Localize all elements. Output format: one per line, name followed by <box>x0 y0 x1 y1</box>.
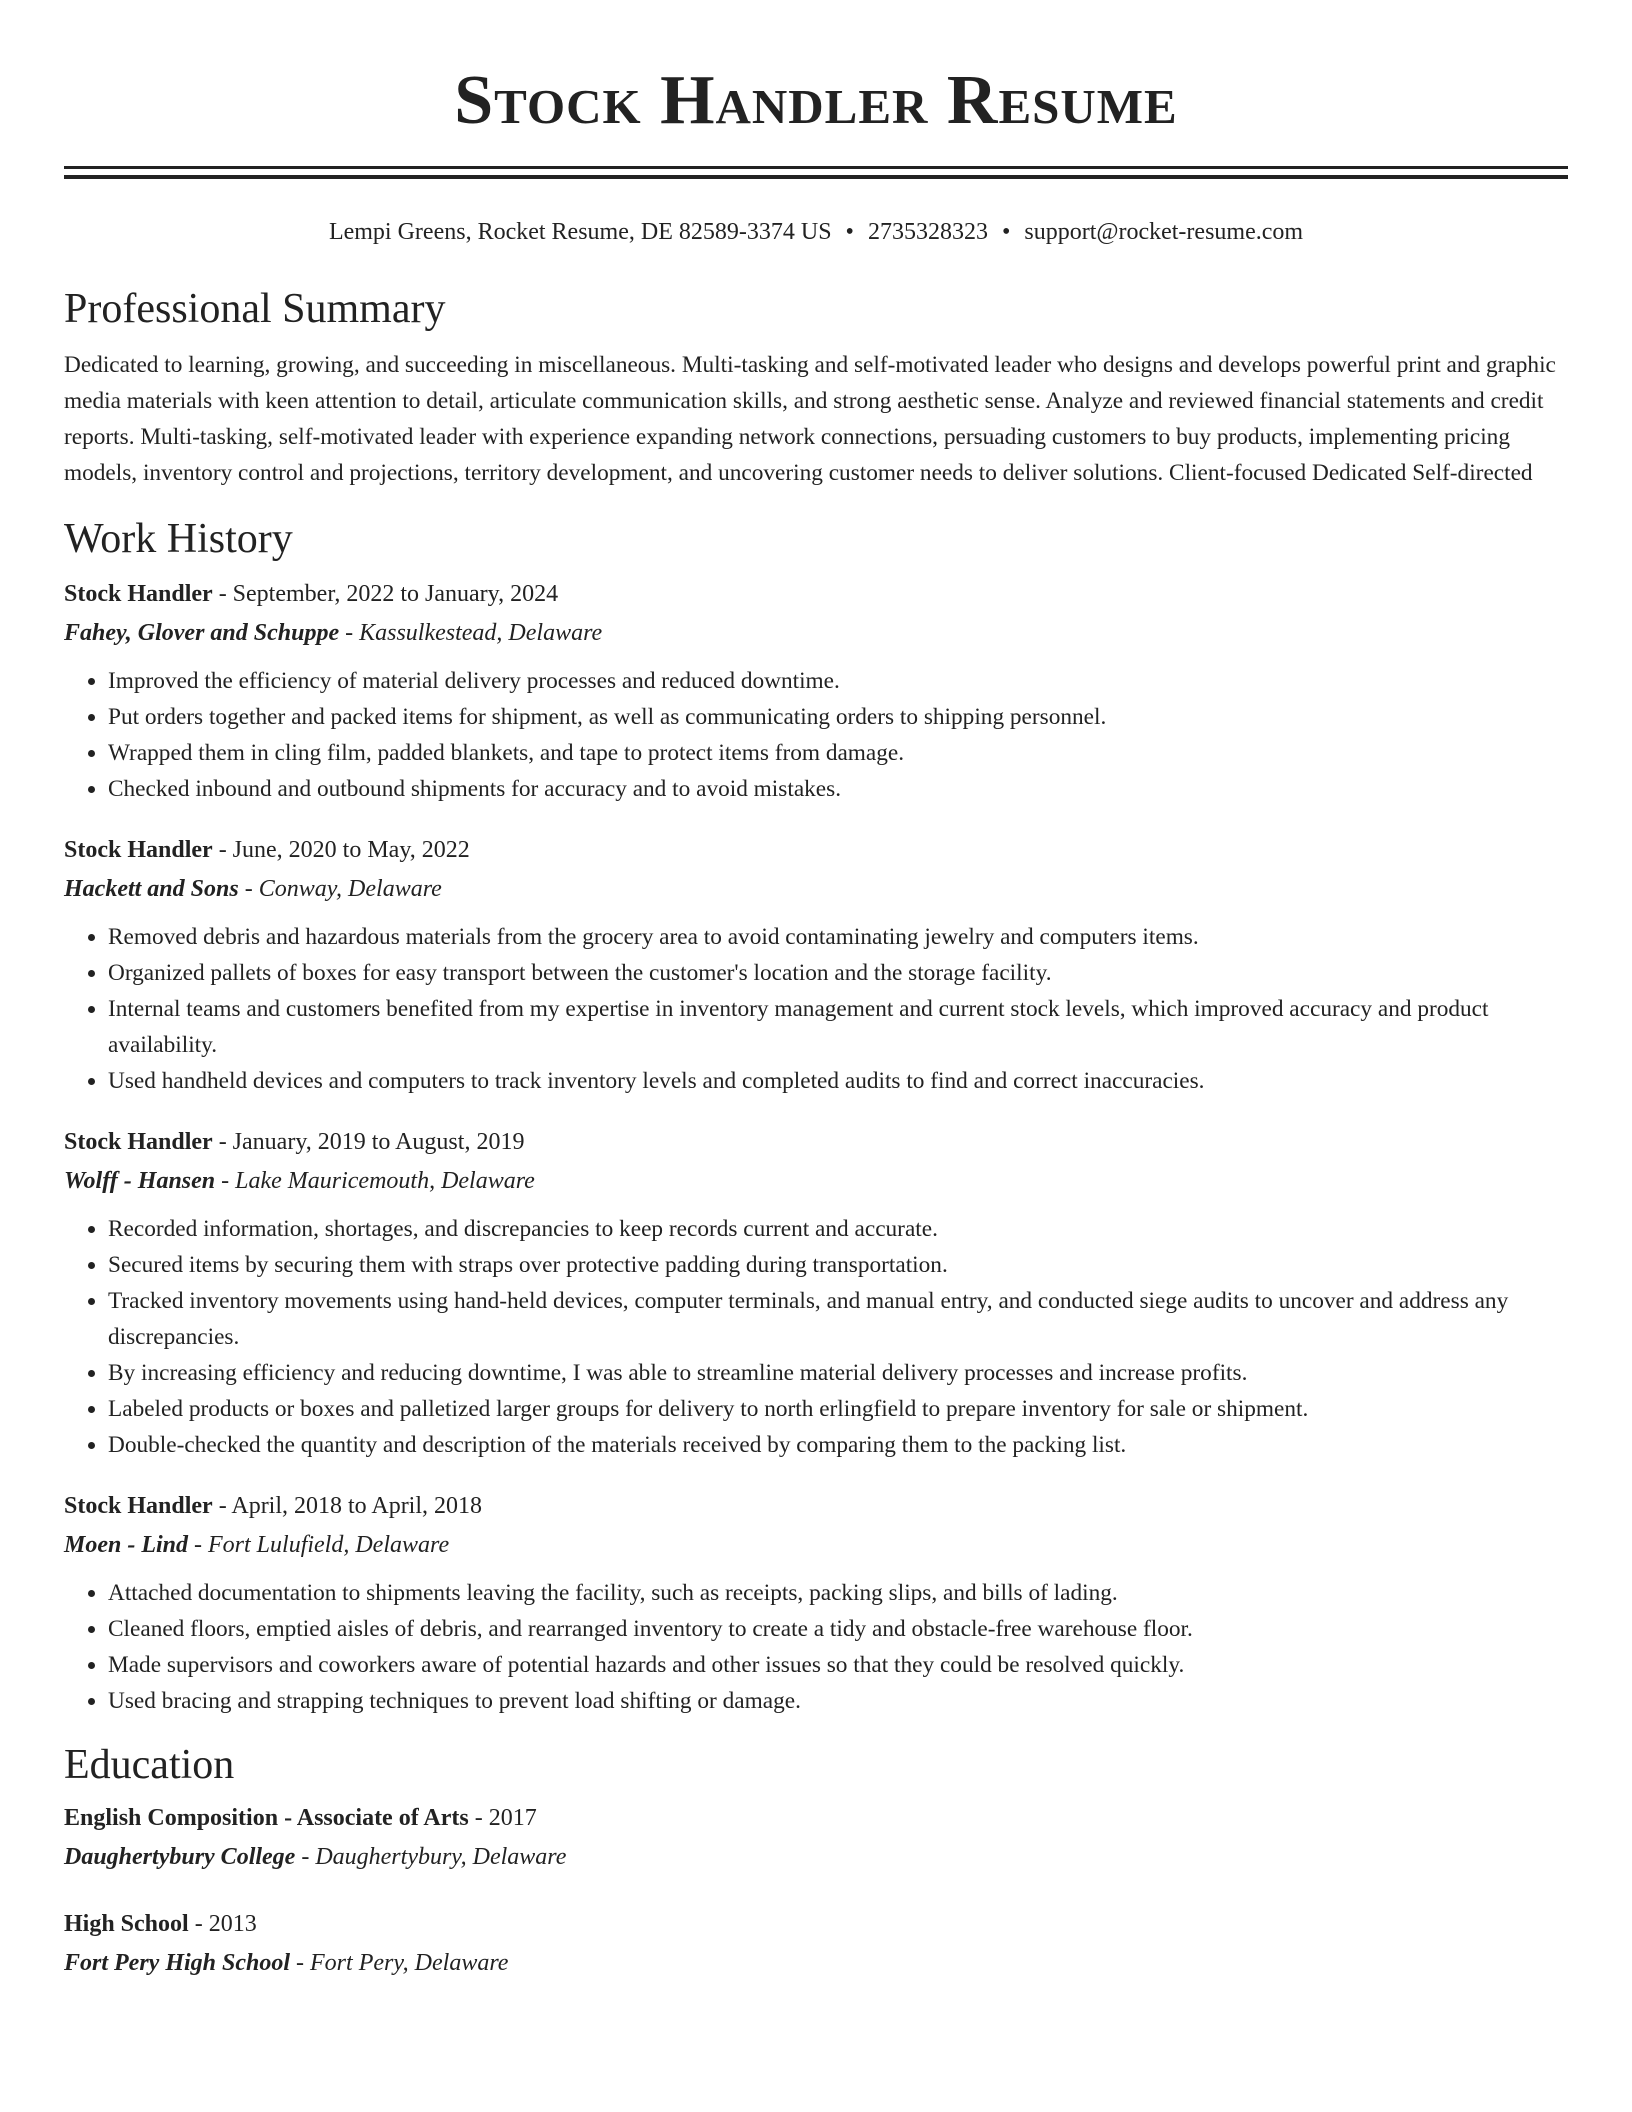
job-duties-list <box>64 1575 1568 1719</box>
work-history-list <box>64 575 1568 1719</box>
job-duty-item: • Put orders together and packed items for shipment, as well as communicating orders to shipping personnel. <box>108 699 1568 735</box>
job-duty-item: • Labeled products or boxes and palletized larger groups for delivery to north erlingfield to prepare inventory for sale or shipment. <box>108 1391 1568 1427</box>
job-duty-item: • Used handheld devices and computers to track inventory levels and completed audits to find and correct inaccuracies. <box>108 1063 1568 1099</box>
job-duties-list <box>64 919 1568 1099</box>
education-school-line <box>64 1944 1568 1983</box>
job-dates: - April, 2018 to April, 2018 <box>212 1493 483 1519</box>
school-name: Daughertybury College <box>64 1844 296 1870</box>
title-divider <box>64 166 1568 179</box>
company-name: Fahey, Glover and Schuppe <box>64 620 340 646</box>
job-duty-item: • Recorded information, shortages, and discrepancies to keep records current and accurate. <box>108 1211 1568 1247</box>
job-duty-item: • Double-checked the quantity and description of the materials received by comparing them to the packing list. <box>108 1427 1568 1463</box>
job-duty-item: • Internal teams and customers benefited from my expertise in inventory management and current stock levels, which improved accuracy and product availability. <box>108 991 1568 1063</box>
job-entry <box>64 1123 1568 1463</box>
resume-page <box>64 0 1568 1983</box>
contact-separator: • <box>1001 219 1011 245</box>
education-heading: Education <box>64 1742 235 1788</box>
company-location: - Conway, Delaware <box>238 876 442 902</box>
job-company-line <box>64 1526 1568 1565</box>
job-entry <box>64 575 1568 807</box>
contact-line <box>64 215 1568 249</box>
job-dates: - January, 2019 to August, 2019 <box>212 1129 525 1155</box>
job-duty-item: • Removed debris and hazardous materials from the grocery area to avoid contaminating jewelry and computers items. <box>108 919 1568 955</box>
education-header <box>64 1799 1568 1838</box>
job-duty-item: • By increasing efficiency and reducing downtime, I was able to streamline material delivery processes and increase profits. <box>108 1355 1568 1391</box>
company-location: - Fort Lulufield, Delaware <box>188 1532 450 1558</box>
job-company-line <box>64 614 1568 653</box>
job-title: Stock Handler <box>64 837 213 863</box>
resume-title: Stock Handler Resume <box>454 62 1178 139</box>
contact-separator: • <box>845 219 854 245</box>
school-location: - Fort Pery, Delaware <box>290 1950 509 1976</box>
education-header <box>64 1905 1568 1944</box>
education-entry <box>64 1799 1568 1877</box>
job-header <box>64 1123 1568 1162</box>
summary-heading: Professional Summary <box>64 286 446 332</box>
company-location: - Lake Mauricemouth, Delaware <box>215 1168 535 1194</box>
job-duty-item: • Attached documentation to shipments leaving the facility, such as receipts, packing slips, and bills of lading. <box>108 1575 1568 1611</box>
job-duty-item: • Organized pallets of boxes for easy transport between the customer's location and the storage facility. <box>108 955 1568 991</box>
job-duty-item: • Used bracing and strapping techniques to prevent load shifting or damage. <box>108 1683 1568 1719</box>
job-header <box>64 831 1568 870</box>
education-school-line <box>64 1838 1568 1877</box>
job-title: Stock Handler <box>64 1129 213 1155</box>
company-location: - Kassulkestead, Delaware <box>339 620 603 646</box>
company-name: Hackett and Sons <box>64 876 239 902</box>
education-list <box>64 1799 1568 1983</box>
job-header <box>64 1487 1568 1526</box>
education-year: - 2017 <box>468 1805 537 1831</box>
job-duty-item: • Checked inbound and outbound shipments for accuracy and to avoid mistakes. <box>108 771 1568 807</box>
job-duties-list <box>64 663 1568 807</box>
contact-address: Lempi Greens, Rocket Resume, DE 82589-3374 US <box>328 219 832 245</box>
job-duty-item: • Cleaned floors, emptied aisles of debris, and rearranged inventory to create a tidy and obstacle-free warehouse floor. <box>108 1611 1568 1647</box>
contact-phone: 2735328323 <box>867 219 988 245</box>
company-name: Wolff - Hansen <box>64 1168 216 1194</box>
education-degree: High School <box>64 1911 189 1937</box>
job-title: Stock Handler <box>64 581 213 607</box>
education-year: - 2013 <box>188 1911 257 1937</box>
job-entry <box>64 1487 1568 1719</box>
contact-email: support@rocket-resume.com <box>1024 219 1304 245</box>
job-company-line <box>64 1162 1568 1201</box>
job-entry <box>64 831 1568 1099</box>
job-title: Stock Handler <box>64 1493 213 1519</box>
education-degree: English Composition - Associate of Arts <box>64 1805 469 1831</box>
job-header <box>64 575 1568 614</box>
job-duty-item: • Wrapped them in cling film, padded blankets, and tape to protect items from damage. <box>108 735 1568 771</box>
job-duties-list <box>64 1211 1568 1463</box>
education-entry <box>64 1905 1568 1983</box>
job-company-line <box>64 870 1568 909</box>
company-name: Moen - Lind <box>64 1532 189 1558</box>
job-dates: - September, 2022 to January, 2024 <box>212 581 559 607</box>
job-duty-item: • Tracked inventory movements using hand-held devices, computer terminals, and manual entry, and conducted siege audits to uncover and address any discrepancies. <box>108 1283 1568 1355</box>
school-location: - Daughertybury, Delaware <box>295 1844 567 1870</box>
summary-text: Dedicated to learning, growing, and succeeding in miscellaneous. Multi-tasking and self-motivated leader who designs and develops powerful print and graphic media materials with keen attention to detail, articulate communication skills, and strong aesthetic sense. Analyze and reviewed financial statements and credit reports. Multi-tasking, self-motivated leader with experience expanding network connections, persuading customers to buy products, implementing pricing models, inventory control and projections, territory development, and uncovering customer needs to deliver solutions. Client-focused Dedicated Self-directed <box>64 352 1556 486</box>
job-duty-item: • Secured items by securing them with straps over protective padding during transportation. <box>108 1247 1568 1283</box>
job-dates: - June, 2020 to May, 2022 <box>212 837 470 863</box>
job-duty-item: • Improved the efficiency of material delivery processes and reduced downtime. <box>108 663 1568 699</box>
school-name: Fort Pery High School <box>64 1950 291 1976</box>
job-duty-item: • Made supervisors and coworkers aware of potential hazards and other issues so that they could be resolved quickly. <box>108 1647 1568 1683</box>
work-history-heading: Work History <box>64 516 293 562</box>
